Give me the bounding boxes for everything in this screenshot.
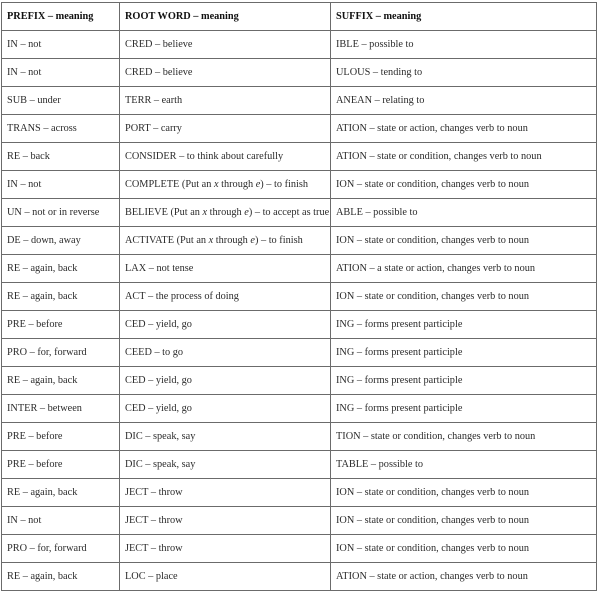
root-word-cell: COMPLETE (Put an x through e) – to finish — [120, 171, 331, 199]
table-row — [2, 479, 597, 507]
suffix-cell: ANEAN – relating to — [331, 87, 597, 115]
prefix-cell: PRE – before — [2, 311, 120, 339]
suffix-cell: TION – state or condition, changes verb to noun — [331, 423, 597, 451]
root-word-cell: ACTIVATE (Put an x through e) – to finish — [120, 227, 331, 255]
suffix-cell: ATION – state or action, changes verb to noun — [331, 115, 597, 143]
table-row — [2, 87, 597, 115]
root-word-cell: CED – yield, go — [120, 367, 331, 395]
suffix-cell: ATION – state or action, changes verb to noun — [331, 563, 597, 591]
root-word-cell: TERR – earth — [120, 87, 331, 115]
suffix-header: SUFFIX – meaning — [331, 3, 597, 31]
suffix-cell: ION – state or condition, changes verb to noun — [331, 535, 597, 563]
suffix-cell: ION – state or condition, changes verb to noun — [331, 479, 597, 507]
table-row — [2, 423, 597, 451]
prefix-cell: RE – again, back — [2, 479, 120, 507]
table-row — [2, 339, 597, 367]
prefix-cell: INTER – between — [2, 395, 120, 423]
prefix-cell: RE – again, back — [2, 367, 120, 395]
word-parts-table — [1, 2, 597, 591]
suffix-cell: ATION – a state or action, changes verb to noun — [331, 255, 597, 283]
prefix-cell: RE – back — [2, 143, 120, 171]
prefix-cell: IN – not — [2, 171, 120, 199]
root-word-cell: BELIEVE (Put an x through e) – to accept as true — [120, 199, 331, 227]
table-row — [2, 367, 597, 395]
table-body — [2, 31, 597, 591]
root-word-cell: JECT – throw — [120, 507, 331, 535]
table-row — [2, 311, 597, 339]
table-row — [2, 563, 597, 591]
root-word-cell: JECT – throw — [120, 535, 331, 563]
table-row — [2, 143, 597, 171]
table-row — [2, 171, 597, 199]
suffix-cell: ION – state or condition, changes verb to noun — [331, 507, 597, 535]
root-word-cell: DIC – speak, say — [120, 451, 331, 479]
root-word-header: ROOT WORD – meaning — [120, 3, 331, 31]
prefix-cell: TRANS – across — [2, 115, 120, 143]
table-header — [2, 3, 597, 31]
prefix-header: PREFIX – meaning — [2, 3, 120, 31]
prefix-cell: RE – again, back — [2, 563, 120, 591]
prefix-cell: RE – again, back — [2, 283, 120, 311]
root-word-cell: CRED – believe — [120, 59, 331, 87]
prefix-cell: DE – down, away — [2, 227, 120, 255]
prefix-cell: PRE – before — [2, 423, 120, 451]
table-row — [2, 227, 597, 255]
suffix-cell: TABLE – possible to — [331, 451, 597, 479]
suffix-cell: ING – forms present participle — [331, 339, 597, 367]
suffix-cell: ION – state or condition, changes verb to noun — [331, 227, 597, 255]
prefix-cell: UN – not or in reverse — [2, 199, 120, 227]
table-row — [2, 507, 597, 535]
table-row — [2, 255, 597, 283]
prefix-cell: IN – not — [2, 507, 120, 535]
prefix-cell: RE – again, back — [2, 255, 120, 283]
prefix-cell: IN – not — [2, 59, 120, 87]
table-row — [2, 31, 597, 59]
table-row — [2, 451, 597, 479]
table-row — [2, 395, 597, 423]
root-word-cell: JECT – throw — [120, 479, 331, 507]
root-word-cell: LOC – place — [120, 563, 331, 591]
table-row — [2, 535, 597, 563]
suffix-cell: ABLE – possible to — [331, 199, 597, 227]
suffix-cell: ING – forms present participle — [331, 395, 597, 423]
root-word-cell: LAX – not tense — [120, 255, 331, 283]
root-word-cell: CONSIDER – to think about carefully — [120, 143, 331, 171]
prefix-cell: IN – not — [2, 31, 120, 59]
prefix-cell: PRE – before — [2, 451, 120, 479]
suffix-cell: ION – state or condition, changes verb to noun — [331, 171, 597, 199]
table-row — [2, 59, 597, 87]
root-word-cell: CEED – to go — [120, 339, 331, 367]
table-row — [2, 283, 597, 311]
root-word-cell: CED – yield, go — [120, 395, 331, 423]
root-word-cell: DIC – speak, say — [120, 423, 331, 451]
root-word-cell: PORT – carry — [120, 115, 331, 143]
root-word-cell: ACT – the process of doing — [120, 283, 331, 311]
prefix-cell: PRO – for, forward — [2, 535, 120, 563]
suffix-cell: ING – forms present participle — [331, 311, 597, 339]
root-word-cell: CRED – believe — [120, 31, 331, 59]
suffix-cell: ION – state or condition, changes verb to noun — [331, 283, 597, 311]
root-word-cell: CED – yield, go — [120, 311, 331, 339]
table-row — [2, 199, 597, 227]
header-row — [2, 3, 597, 31]
suffix-cell: IBLE – possible to — [331, 31, 597, 59]
prefix-cell: PRO – for, forward — [2, 339, 120, 367]
table-row — [2, 115, 597, 143]
suffix-cell: ULOUS – tending to — [331, 59, 597, 87]
prefix-cell: SUB – under — [2, 87, 120, 115]
suffix-cell: ING – forms present participle — [331, 367, 597, 395]
suffix-cell: ATION – state or condition, changes verb to noun — [331, 143, 597, 171]
